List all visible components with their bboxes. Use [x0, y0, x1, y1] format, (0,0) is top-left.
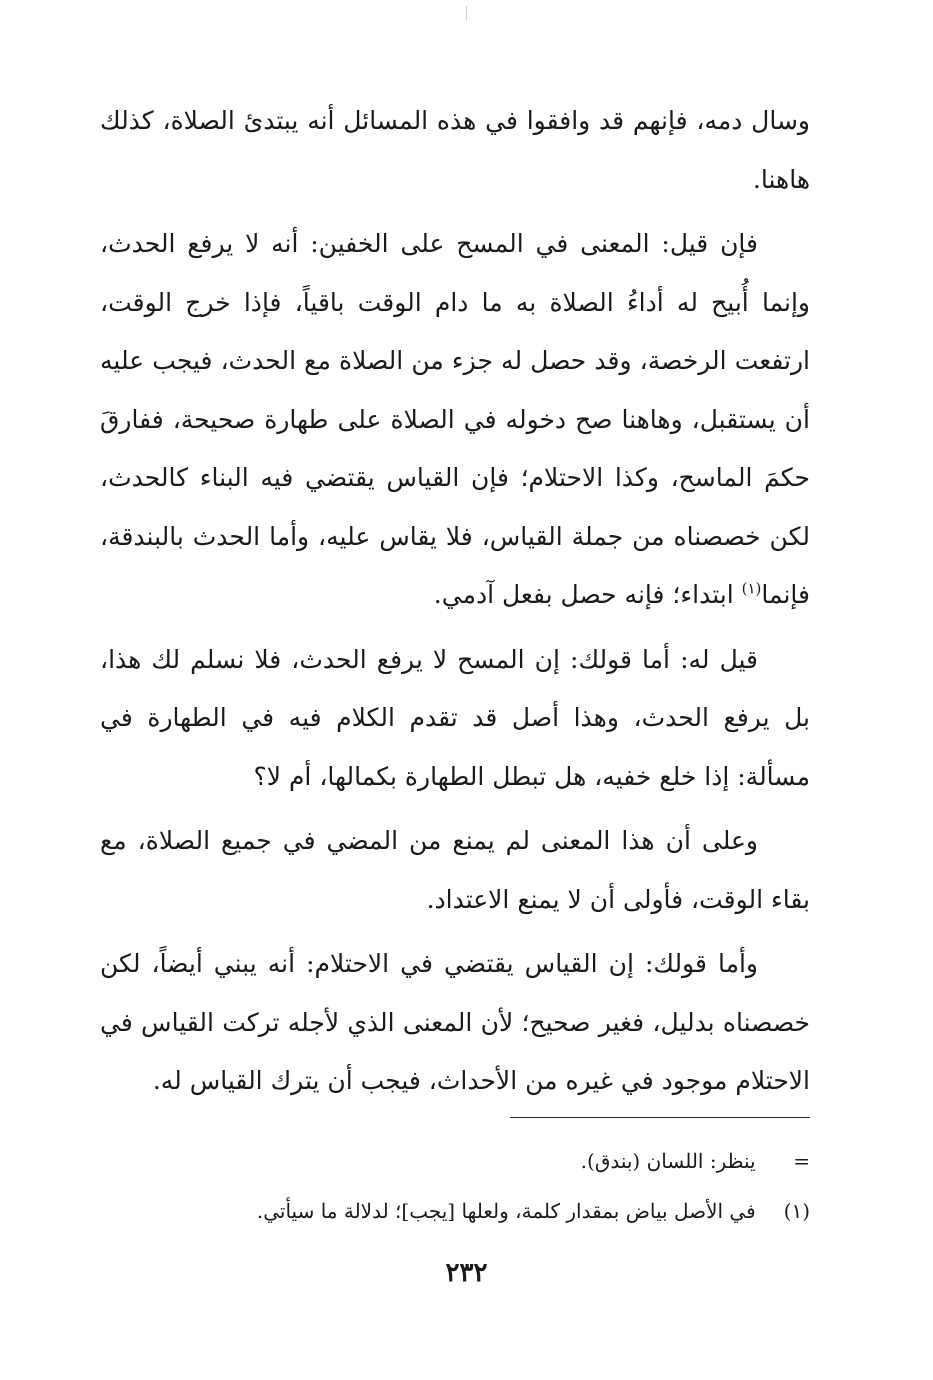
paragraph-4: وعلى أن هذا المعنى لم يمنع من المضي في جميع الصلاة، مع بقاء الوقت، فأولى أن لا يمنع الاعتداد. — [100, 826, 810, 914]
footnote-1 — [100, 1186, 810, 1236]
main-text-block — [100, 92, 810, 1117]
paragraph-5: وأما قولك: إن القياس يقتضي في الاحتلام: أنه يبني أيضاً، لكن خصصناه بدليل، فغير صحيح؛ لأن المعنى الذي لأجله تركت القياس في الاحتلام موجود في غيره من الأحداث، فيجب أن يترك القياس له. — [100, 949, 810, 1095]
footnote-1-mark: (١) — [783, 1199, 810, 1223]
page-number: ٢٣٢ — [445, 1258, 488, 1288]
footnote-reference-1: (١) — [741, 579, 762, 598]
paragraph-1: وسال دمه، فإنهم قد وافقوا في هذه المسائل أنه يبتدئ الصلاة، كذلك هاهنا. — [100, 106, 810, 194]
scan-edge-mark — [466, 6, 467, 20]
paragraph-2-text: فإن قيل: المعنى في المسح على الخفين: أنه لا يرفع الحدث، وإنما أُبيح له أداءُ الصلاة به ما دام الوقت باقياً، فإذا خرج الوقت، ارتفعت الرخصة، وقد حصل له جزء من الصلاة مع الحدث، فيجب عليه أن يستقبل، وهاهنا صح دخوله في الصلاة على طهارة صحيحة، ففارقَ حكمَ الماسح، وكذا الاحتلام؛ فإن القياس يقتضي فيه البناء كالحدث، لكن خصصناه من جملة القياس، فلا يقاس عليه، وأما الحدث بالبندقة، فإنما — [100, 229, 810, 609]
footnote-continuation-mark: = — [793, 1149, 810, 1173]
footnotes-section — [100, 1136, 810, 1236]
paragraph-2-text-after: ابتداء؛ فإنه حصل بفعل آدمي. — [433, 580, 742, 609]
footnote-divider — [510, 1117, 810, 1118]
footnote-1-text: في الأصل بياض بمقدار كلمة، ولعلها [يجب]؛ لدلالة ما سيأتي. — [256, 1199, 756, 1223]
footnote-continuation-text: ينظر: اللسان (بندق). — [580, 1149, 756, 1173]
footnote-continuation — [100, 1136, 810, 1186]
paragraph-3: قيل له: أما قولك: إن المسح لا يرفع الحدث، فلا نسلم لك هذا، بل يرفع الحدث، وهذا أصل قد تقدم الكلام فيه في الطهارة في مسألة: إذا خلع خفيه، هل تبطل الطهارة بكمالها، أم لا؟ — [100, 644, 810, 791]
paragraph-2 — [100, 215, 810, 625]
